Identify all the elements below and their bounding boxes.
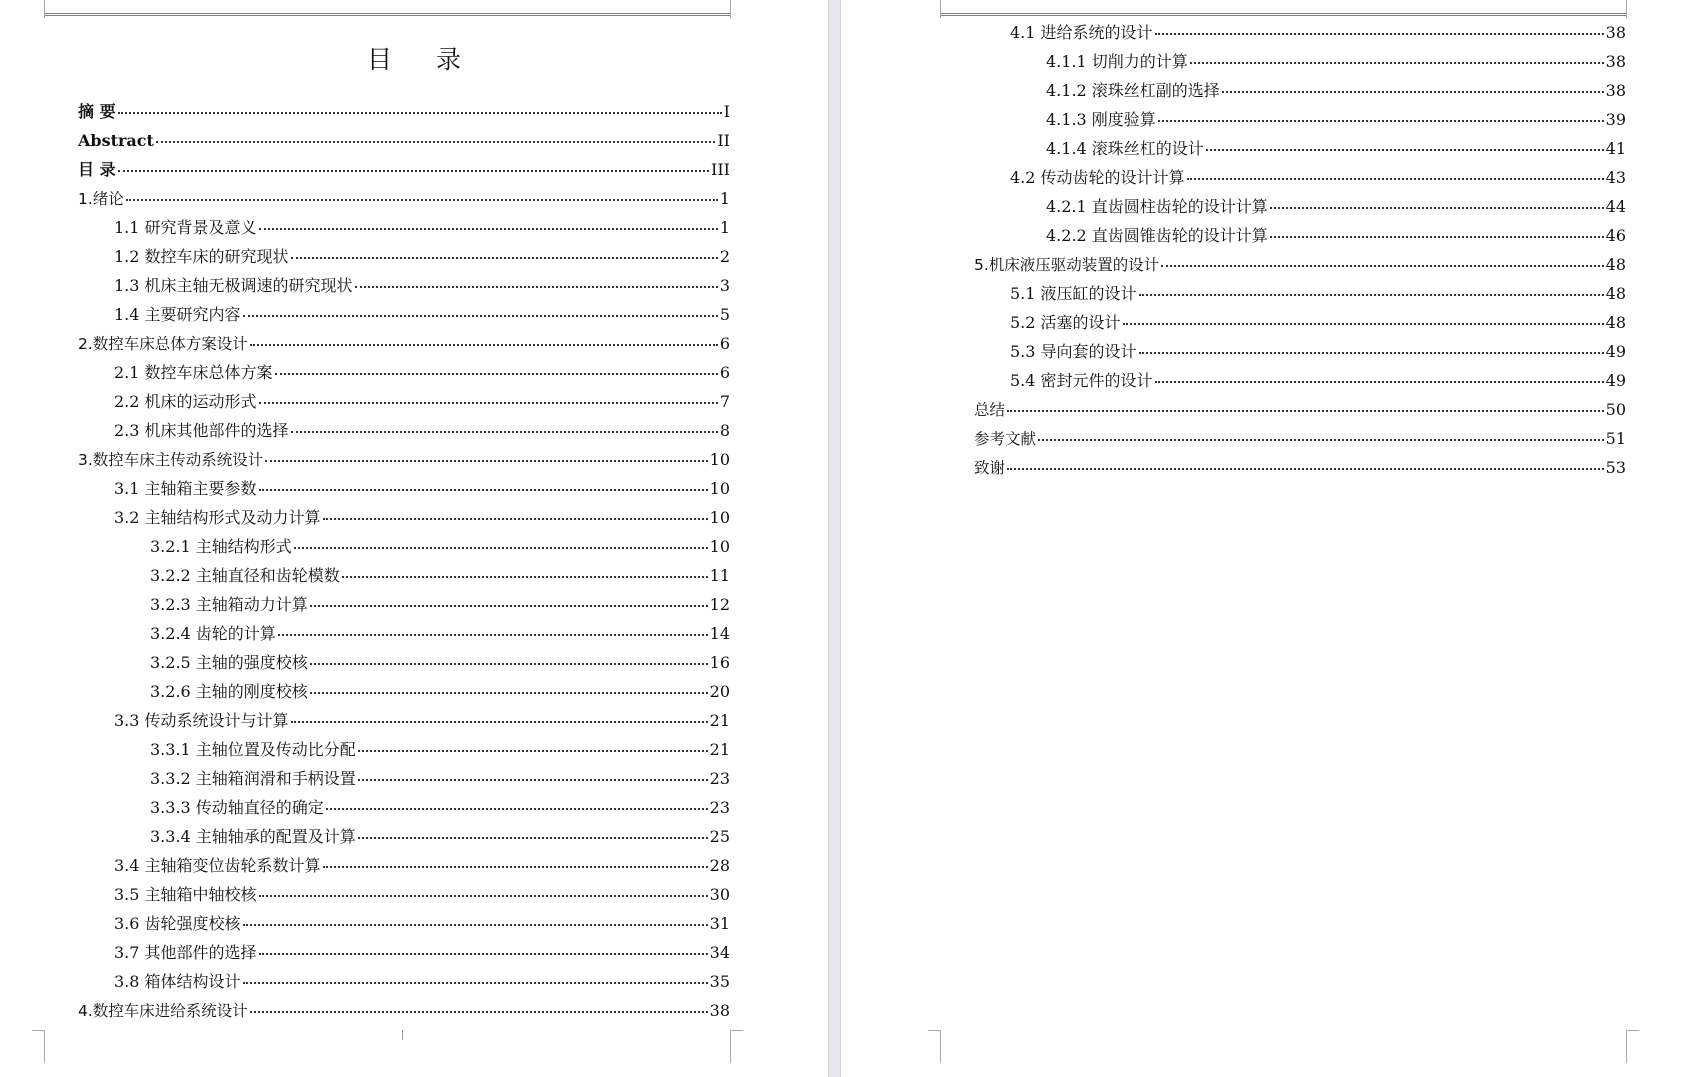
- toc-page-number: 38: [1605, 23, 1626, 42]
- toc-page-number: 44: [1605, 197, 1626, 216]
- toc-page-number: 41: [1605, 139, 1626, 158]
- toc-entry-title: 2.1 数控车床总体方案: [114, 363, 273, 382]
- toc-entry-title: 4.2.1 直齿圆柱齿轮的设计计算: [1046, 197, 1268, 216]
- toc-dot-leader: [1270, 207, 1604, 209]
- toc-page-number: 21: [709, 740, 730, 759]
- toc-dot-leader: [342, 576, 708, 578]
- toc-page-number: 2: [719, 247, 730, 266]
- toc-entry[interactable]: [78, 590, 730, 619]
- toc-dot-leader: [358, 779, 708, 781]
- toc-page-number: 10: [709, 508, 730, 527]
- toc-page-number: 48: [1605, 313, 1626, 332]
- toc-entry[interactable]: [78, 184, 730, 213]
- toc-entry-title: 4.1 进给系统的设计: [1010, 23, 1153, 42]
- toc-list-left: [78, 97, 730, 1025]
- crop-mark-bottom-right: [730, 1030, 743, 1063]
- toc-entry[interactable]: [78, 764, 730, 793]
- toc-page-number: 30: [709, 885, 730, 904]
- toc-entry-title: 1.2 数控车床的研究现状: [114, 247, 289, 266]
- toc-dot-leader: [1007, 410, 1604, 412]
- toc-entry[interactable]: [78, 880, 730, 909]
- crop-mark-top-left: [32, 0, 45, 18]
- toc-dot-leader: [323, 518, 708, 520]
- toc-entry-title: 2.2 机床的运动形式: [114, 392, 257, 411]
- toc-entry[interactable]: [974, 366, 1626, 395]
- toc-page-number: 20: [709, 682, 730, 701]
- toc-dot-leader: [259, 895, 708, 897]
- toc-page-number: 38: [1605, 52, 1626, 71]
- toc-page-number: 46: [1605, 226, 1626, 245]
- toc-entry-title: 3.3.2 主轴箱润滑和手柄设置: [150, 769, 356, 788]
- toc-page-number: II: [717, 131, 730, 150]
- toc-dot-leader: [323, 866, 708, 868]
- toc-entry[interactable]: [78, 97, 730, 126]
- toc-entry-title: 5.4 密封元件的设计: [1010, 371, 1153, 390]
- toc-page-number: 6: [719, 363, 730, 382]
- toc-entry-title: 1.1 研究背景及意义: [114, 218, 257, 237]
- toc-entry[interactable]: [78, 387, 730, 416]
- toc-entry-title: 4.1.2 滚珠丝杠副的选择: [1046, 81, 1220, 100]
- crop-mark-top-left: [928, 0, 941, 18]
- toc-entry[interactable]: [974, 250, 1626, 279]
- toc-entry-title: 3.8 箱体结构设计: [114, 972, 241, 991]
- toc-entry-title: 4.1.3 刚度验算: [1046, 110, 1156, 129]
- document-page-left: [0, 0, 828, 1077]
- toc-entry[interactable]: [78, 561, 730, 590]
- toc-entry-title: 4.数控车床进给系统设计: [78, 1002, 248, 1020]
- toc-dot-leader: [291, 257, 718, 259]
- toc-dot-leader: [278, 634, 708, 636]
- toc-entry[interactable]: [78, 793, 730, 822]
- toc-page-number: 31: [709, 914, 730, 933]
- toc-page-number: 49: [1605, 342, 1626, 361]
- toc-page-number: 43: [1605, 168, 1626, 187]
- toc-entry[interactable]: [974, 221, 1626, 250]
- toc-dot-leader: [1007, 468, 1604, 470]
- document-page-right: [841, 0, 1669, 1077]
- toc-dot-leader: [358, 837, 708, 839]
- crop-mark-bottom-left: [928, 1030, 941, 1063]
- toc-dot-leader: [156, 141, 715, 143]
- toc-entry[interactable]: [974, 453, 1626, 482]
- toc-entry[interactable]: [974, 279, 1626, 308]
- toc-entry-title: 3.2.4 齿轮的计算: [150, 624, 276, 643]
- toc-page-number: 23: [709, 798, 730, 817]
- toc-entry-title: 3.3.3 传动轴直径的确定: [150, 798, 324, 817]
- toc-entry-title: Abstract: [78, 131, 154, 150]
- toc-entry-title: 3.3.1 主轴位置及传动比分配: [150, 740, 356, 759]
- toc-entry-title: 5.机床液压驱动装置的设计: [974, 256, 1160, 274]
- toc-entry-title: 1.4 主要研究内容: [114, 305, 241, 324]
- toc-dot-leader: [126, 199, 718, 201]
- toc-page-number: 11: [709, 566, 730, 585]
- toc-entry-title: 3.2.1 主轴结构形式: [150, 537, 292, 556]
- toc-entry-title: 4.1.4 滚珠丝杠的设计: [1046, 139, 1204, 158]
- toc-entry[interactable]: [78, 532, 730, 561]
- toc-dot-leader: [310, 692, 708, 694]
- toc-entry-title: 3.3 传动系统设计与计算: [114, 711, 289, 730]
- toc-title: 目 录: [367, 45, 479, 74]
- toc-page-number: 5: [719, 305, 730, 324]
- toc-entry-title: 总结: [974, 401, 1006, 419]
- toc-entry-title: 1.3 机床主轴无极调速的研究现状: [114, 276, 353, 295]
- toc-page-number: 16: [709, 653, 730, 672]
- toc-entry[interactable]: [974, 192, 1626, 221]
- toc-entry[interactable]: [78, 619, 730, 648]
- toc-entry-title: 4.1.1 切削力的计算: [1046, 52, 1188, 71]
- toc-entry-title: 3.2 主轴结构形式及动力计算: [114, 508, 321, 527]
- toc-dot-leader: [358, 750, 708, 752]
- toc-entry-title: 3.3.4 主轴轴承的配置及计算: [150, 827, 356, 846]
- toc-page-number: 35: [709, 972, 730, 991]
- toc-page-number: 3: [719, 276, 730, 295]
- toc-dot-leader: [259, 228, 718, 230]
- toc-entry[interactable]: [974, 337, 1626, 366]
- toc-entry[interactable]: [78, 358, 730, 387]
- toc-entry[interactable]: [78, 242, 730, 271]
- toc-entry[interactable]: [78, 851, 730, 880]
- toc-page-number: 34: [709, 943, 730, 962]
- toc-page-number: 1: [719, 189, 730, 208]
- header-rule: [940, 13, 1626, 16]
- toc-dot-leader: [1155, 381, 1604, 383]
- crop-mark-bottom-right: [1626, 1030, 1639, 1063]
- toc-dot-leader: [259, 489, 708, 491]
- toc-entry[interactable]: [78, 213, 730, 242]
- toc-dot-leader: [1222, 91, 1604, 93]
- toc-entry-title: 致谢: [974, 459, 1006, 477]
- toc-page-number: 49: [1605, 371, 1626, 390]
- toc-dot-leader: [265, 460, 707, 462]
- toc-dot-leader: [310, 605, 708, 607]
- toc-entry[interactable]: [78, 677, 730, 706]
- toc-page-number: 10: [709, 450, 730, 469]
- toc-entry-title: 2.数控车床总体方案设计: [78, 335, 248, 353]
- toc-entry-title: 5.2 活塞的设计: [1010, 313, 1121, 332]
- toc-entry-title: 3.2.2 主轴直径和齿轮模数: [150, 566, 340, 585]
- toc-entry[interactable]: [78, 300, 730, 329]
- toc-dot-leader: [259, 953, 708, 955]
- toc-entry[interactable]: [974, 18, 1626, 47]
- toc-dot-leader: [291, 721, 708, 723]
- toc-entry[interactable]: [78, 474, 730, 503]
- toc-entry[interactable]: [78, 416, 730, 445]
- toc-dot-leader: [1206, 149, 1604, 151]
- toc-entry[interactable]: [974, 308, 1626, 337]
- toc-entry[interactable]: [78, 155, 730, 184]
- toc-dot-leader: [1161, 265, 1603, 267]
- toc-dot-leader: [250, 344, 718, 346]
- toc-page-number: 8: [719, 421, 730, 440]
- toc-entry[interactable]: [78, 938, 730, 967]
- toc-page-number: 7: [719, 392, 730, 411]
- toc-page-number: 39: [1605, 110, 1626, 129]
- toc-dot-leader: [243, 924, 708, 926]
- toc-dot-leader: [326, 808, 708, 810]
- toc-page-number: III: [711, 160, 730, 179]
- toc-dot-leader: [310, 663, 708, 665]
- toc-entry[interactable]: [974, 395, 1626, 424]
- toc-entry-title: 2.3 机床其他部件的选择: [114, 421, 289, 440]
- toc-dot-leader: [1190, 62, 1604, 64]
- toc-page-number: 25: [709, 827, 730, 846]
- toc-entry-title: 目 录: [78, 160, 116, 179]
- toc-page-number: 53: [1605, 458, 1626, 477]
- toc-page-number: I: [723, 102, 730, 121]
- header-rule: [44, 13, 730, 16]
- toc-entry[interactable]: [974, 105, 1626, 134]
- toc-page-number: 51: [1605, 429, 1626, 448]
- toc-entry[interactable]: [974, 76, 1626, 105]
- toc-dot-leader: [1139, 352, 1604, 354]
- toc-dot-leader: [1158, 120, 1604, 122]
- toc-entry[interactable]: [78, 706, 730, 735]
- toc-dot-leader: [1270, 236, 1604, 238]
- toc-entry-title: 3.7 其他部件的选择: [114, 943, 257, 962]
- page-gutter: [828, 0, 841, 1077]
- toc-entry[interactable]: [974, 134, 1626, 163]
- toc-entry[interactable]: [78, 909, 730, 938]
- toc-dot-leader: [243, 315, 718, 317]
- toc-dot-leader: [1123, 323, 1604, 325]
- toc-page-number: 10: [709, 479, 730, 498]
- toc-dot-leader: [1187, 178, 1604, 180]
- toc-entry-title: 3.1 主轴箱主要参数: [114, 479, 257, 498]
- toc-page-number: 28: [709, 856, 730, 875]
- toc-dot-leader: [275, 373, 718, 375]
- toc-entry[interactable]: [78, 822, 730, 851]
- toc-page-number: 14: [709, 624, 730, 643]
- toc-page-number: 38: [709, 1001, 730, 1020]
- crop-mark-top-right: [730, 0, 743, 18]
- toc-entry-title: 3.2.6 主轴的刚度校核: [150, 682, 308, 701]
- toc-entry[interactable]: [78, 967, 730, 996]
- toc-entry[interactable]: [78, 445, 730, 474]
- toc-entry-title: 4.2.2 直齿圆锥齿轮的设计计算: [1046, 226, 1268, 245]
- toc-entry-title: 5.3 导向套的设计: [1010, 342, 1137, 361]
- toc-entry[interactable]: [78, 735, 730, 764]
- toc-entry[interactable]: [78, 126, 730, 155]
- toc-page-number: 6: [719, 334, 730, 353]
- toc-dot-leader: [1155, 33, 1604, 35]
- toc-page-number: 1: [719, 218, 730, 237]
- toc-entry[interactable]: [974, 47, 1626, 76]
- toc-dot-leader: [1139, 294, 1604, 296]
- toc-entry[interactable]: [78, 329, 730, 358]
- toc-dot-leader: [355, 286, 718, 288]
- toc-entry-title: 3.2.5 主轴的强度校核: [150, 653, 308, 672]
- toc-dot-leader: [118, 170, 709, 172]
- toc-dot-leader: [243, 982, 708, 984]
- toc-entry-title: 1.绪论: [78, 190, 124, 208]
- toc-dot-leader: [294, 547, 708, 549]
- toc-page-number: 23: [709, 769, 730, 788]
- toc-dot-leader: [118, 112, 722, 114]
- page-marker: [402, 1030, 403, 1040]
- toc-entry[interactable]: [78, 503, 730, 532]
- toc-dot-leader: [259, 402, 718, 404]
- toc-page-number: 38: [1605, 81, 1626, 100]
- toc-page-number: 10: [709, 537, 730, 556]
- crop-mark-bottom-left: [32, 1030, 45, 1063]
- toc-entry-title: 摘 要: [78, 102, 116, 121]
- toc-entry[interactable]: [974, 424, 1626, 453]
- toc-entry-title: 3.2.3 主轴箱动力计算: [150, 595, 308, 614]
- toc-entry-title: 5.1 液压缸的设计: [1010, 284, 1137, 303]
- toc-list-right: [974, 18, 1626, 482]
- toc-page-number: 50: [1605, 400, 1626, 419]
- toc-page-number: 21: [709, 711, 730, 730]
- toc-entry-title: 3.5 主轴箱中轴校核: [114, 885, 257, 904]
- toc-entry-title: 3.数控车床主传动系统设计: [78, 451, 264, 469]
- toc-entry-title: 3.6 齿轮强度校核: [114, 914, 241, 933]
- toc-dot-leader: [250, 1011, 708, 1013]
- toc-page-number: 12: [709, 595, 730, 614]
- toc-dot-leader: [291, 431, 718, 433]
- toc-entry-title: 3.4 主轴箱变位齿轮系数计算: [114, 856, 321, 875]
- toc-entry[interactable]: [78, 271, 730, 300]
- toc-page-number: 48: [1605, 255, 1626, 274]
- toc-dot-leader: [1038, 439, 1604, 441]
- toc-entry-title: 4.2 传动齿轮的设计计算: [1010, 168, 1185, 187]
- toc-entry[interactable]: [78, 996, 730, 1025]
- toc-entry[interactable]: [78, 648, 730, 677]
- toc-entry-title: 参考文献: [974, 430, 1037, 448]
- crop-mark-top-right: [1626, 0, 1639, 18]
- toc-page-number: 48: [1605, 284, 1626, 303]
- toc-entry[interactable]: [974, 163, 1626, 192]
